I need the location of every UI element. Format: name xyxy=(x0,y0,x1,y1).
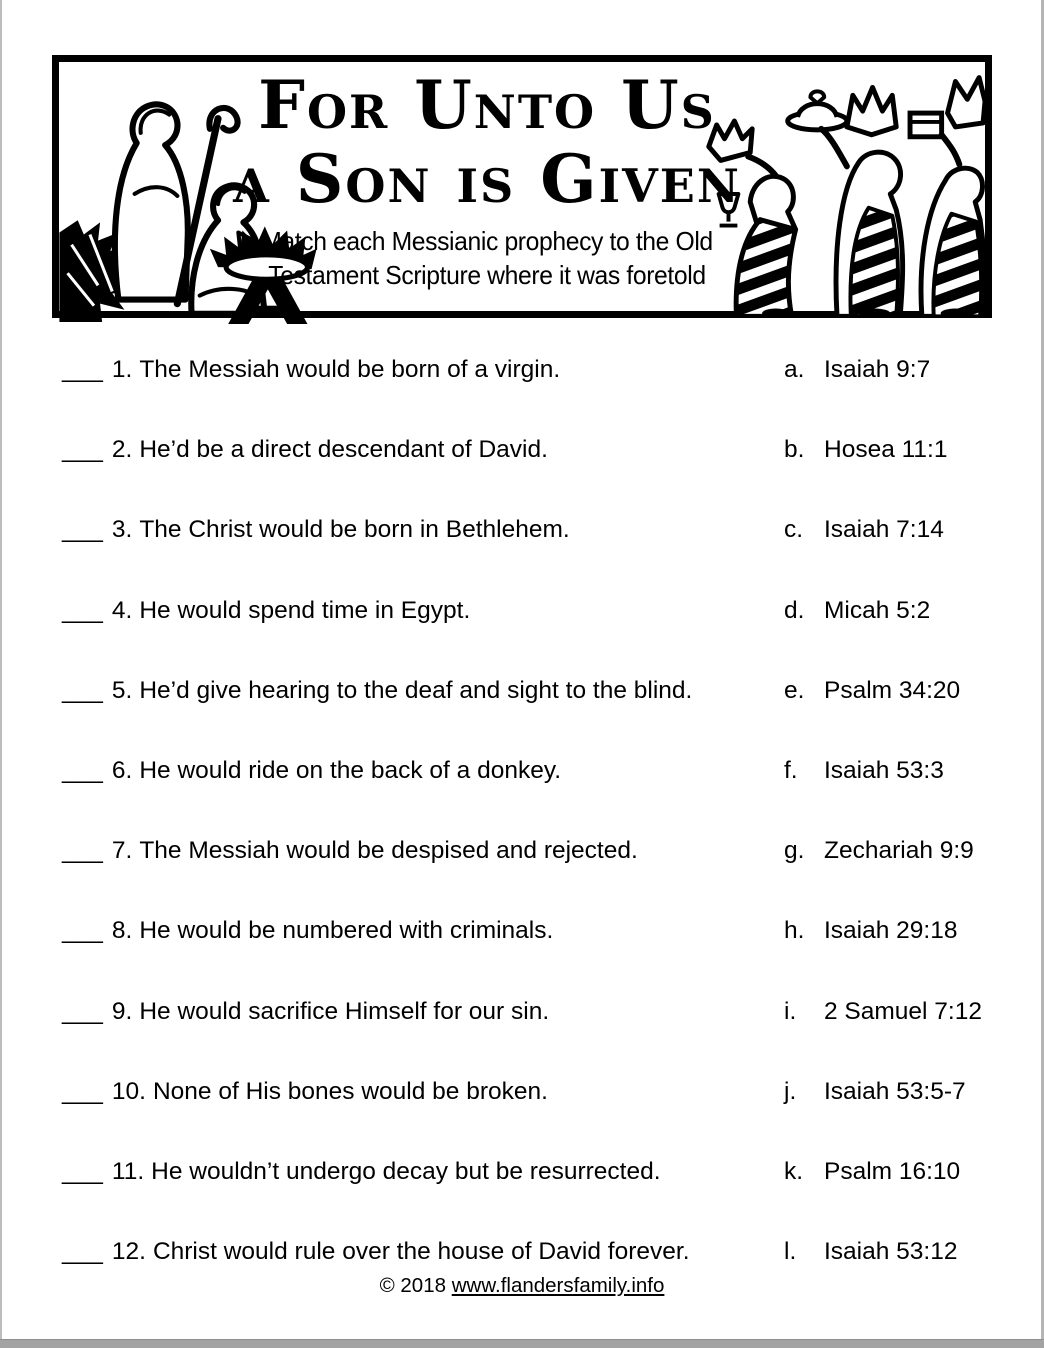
reference-item xyxy=(784,436,986,464)
prophecy-text: None of His bones would be broken. xyxy=(152,1077,548,1105)
prophecy-item xyxy=(62,356,784,384)
prophecy-number: 1. xyxy=(111,356,133,383)
reference-letter: b. xyxy=(784,436,805,464)
match-row-7 xyxy=(62,837,986,917)
prophecy-text: The Messiah would be born of a virgin. xyxy=(139,356,561,383)
reference-text: Isaiah 53:5-7 xyxy=(824,1077,966,1105)
prophecy-text: He would be numbered with criminals. xyxy=(139,917,554,945)
match-row-5 xyxy=(62,677,986,757)
reference-letter: a. xyxy=(784,356,805,383)
match-row-1 xyxy=(62,356,986,436)
prophecy-text: The Messiah would be despised and rejected. xyxy=(139,837,638,865)
prophecy-number: 12. xyxy=(111,1238,146,1266)
page-title-line2: a Son is Given xyxy=(233,140,741,218)
answer-blank: ___ xyxy=(62,1157,103,1185)
answer-blank: ___ xyxy=(62,596,103,624)
reference-text: Micah 5:2 xyxy=(824,596,931,624)
answer-blank: ___ xyxy=(62,917,103,945)
prophecy-number: 10. xyxy=(111,1077,146,1105)
reference-text: Isaiah 7:14 xyxy=(824,516,944,544)
reference-text: Isaiah 9:7 xyxy=(824,356,931,383)
prophecy-text: He’d be a direct descendant of David. xyxy=(139,436,548,464)
reference-letter: c. xyxy=(784,516,804,544)
reference-text: Isaiah 53:12 xyxy=(824,1238,958,1266)
reference-text: Psalm 34:20 xyxy=(824,676,961,704)
page-title-line1: For Unto Us xyxy=(258,66,716,144)
reference-letter: d. xyxy=(784,596,805,624)
match-row-11 xyxy=(62,1158,986,1238)
answer-blank: ___ xyxy=(62,1238,103,1266)
match-row-9 xyxy=(62,998,986,1078)
answer-blank: ___ xyxy=(62,1077,103,1105)
prophecy-text: He would ride on the back of a donkey. xyxy=(139,756,562,784)
reference-item xyxy=(784,1078,986,1106)
website-link[interactable]: www.flandersfamily.info xyxy=(451,1274,665,1297)
copyright-text: © 2018 xyxy=(379,1274,452,1297)
prophecy-number: 7. xyxy=(111,837,133,865)
matching-list xyxy=(62,356,986,1318)
page-edge-left xyxy=(0,0,2,1348)
prophecy-text: The Christ would be born in Bethlehem. xyxy=(139,516,570,544)
match-row-6 xyxy=(62,757,986,837)
reference-item xyxy=(784,837,986,865)
reference-item xyxy=(784,677,986,705)
reference-letter: e. xyxy=(784,676,805,704)
match-row-2 xyxy=(62,436,986,516)
reference-text: 2 Samuel 7:12 xyxy=(824,997,982,1025)
prophecy-item xyxy=(62,837,784,865)
prophecy-text: Christ would rule over the house of David forever. xyxy=(152,1238,690,1266)
reference-letter: j. xyxy=(784,1077,797,1105)
header-text-block xyxy=(209,68,765,292)
answer-blank: ___ xyxy=(62,676,103,704)
prophecy-number: 5. xyxy=(111,676,133,704)
prophecy-text: He wouldn’t undergo decay but be resurrected. xyxy=(151,1157,661,1185)
prophecy-item xyxy=(62,597,784,625)
reference-text: Isaiah 29:18 xyxy=(824,917,958,945)
footer xyxy=(0,1274,1044,1298)
reference-letter: l. xyxy=(784,1238,797,1266)
reference-text: Isaiah 53:3 xyxy=(824,756,944,784)
match-row-3 xyxy=(62,516,986,596)
match-row-4 xyxy=(62,597,986,677)
answer-blank: ___ xyxy=(62,356,103,383)
reference-item xyxy=(784,356,986,384)
prophecy-item xyxy=(62,757,784,785)
prophecy-number: 11. xyxy=(111,1157,145,1185)
reference-letter: h. xyxy=(784,917,805,945)
answer-blank: ___ xyxy=(62,837,103,865)
answer-blank: ___ xyxy=(62,436,103,464)
reference-item xyxy=(784,1158,986,1186)
reference-text: Psalm 16:10 xyxy=(824,1157,961,1185)
prophecy-text: He would spend time in Egypt. xyxy=(139,596,471,624)
reference-item xyxy=(784,757,986,785)
instructions xyxy=(223,224,751,292)
reference-item xyxy=(784,1238,986,1266)
prophecy-item xyxy=(62,998,784,1026)
answer-blank: ___ xyxy=(62,997,103,1025)
reference-letter: f. xyxy=(784,756,798,784)
instructions-line2: Testament Scripture where it was foretold xyxy=(268,260,706,290)
reference-item xyxy=(784,998,986,1026)
prophecy-number: 4. xyxy=(111,596,133,624)
reference-item xyxy=(784,917,986,945)
prophecy-item xyxy=(62,1238,784,1266)
answer-blank: ___ xyxy=(62,516,103,544)
prophecy-number: 8. xyxy=(111,917,133,945)
match-row-10 xyxy=(62,1078,986,1158)
reference-text: Hosea 11:1 xyxy=(824,436,948,464)
reference-letter: i. xyxy=(784,997,797,1025)
reference-item xyxy=(784,516,986,544)
reference-text: Zechariah 9:9 xyxy=(824,837,974,865)
prophecy-text: He would sacrifice Himself for our sin. xyxy=(139,997,550,1025)
prophecy-item xyxy=(62,1078,784,1106)
prophecy-text: He’d give hearing to the deaf and sight to the blind. xyxy=(139,676,693,704)
prophecy-item xyxy=(62,436,784,464)
prophecy-item xyxy=(62,917,784,945)
prophecy-number: 2. xyxy=(111,436,133,464)
prophecy-item xyxy=(62,677,784,705)
match-row-8 xyxy=(62,917,986,997)
prophecy-number: 9. xyxy=(111,997,133,1025)
prophecy-item xyxy=(62,516,784,544)
prophecy-number: 6. xyxy=(111,756,133,784)
reference-letter: k. xyxy=(784,1157,804,1185)
page-edge-bottom xyxy=(0,1339,1044,1348)
prophecy-number: 3. xyxy=(111,516,133,544)
prophecy-item xyxy=(62,1158,784,1186)
header-box xyxy=(52,55,992,318)
instructions-line1: Match each Messianic prophecy to the Old xyxy=(261,226,713,256)
answer-blank: ___ xyxy=(62,756,103,784)
reference-letter: g. xyxy=(784,837,805,865)
reference-item xyxy=(784,597,986,625)
